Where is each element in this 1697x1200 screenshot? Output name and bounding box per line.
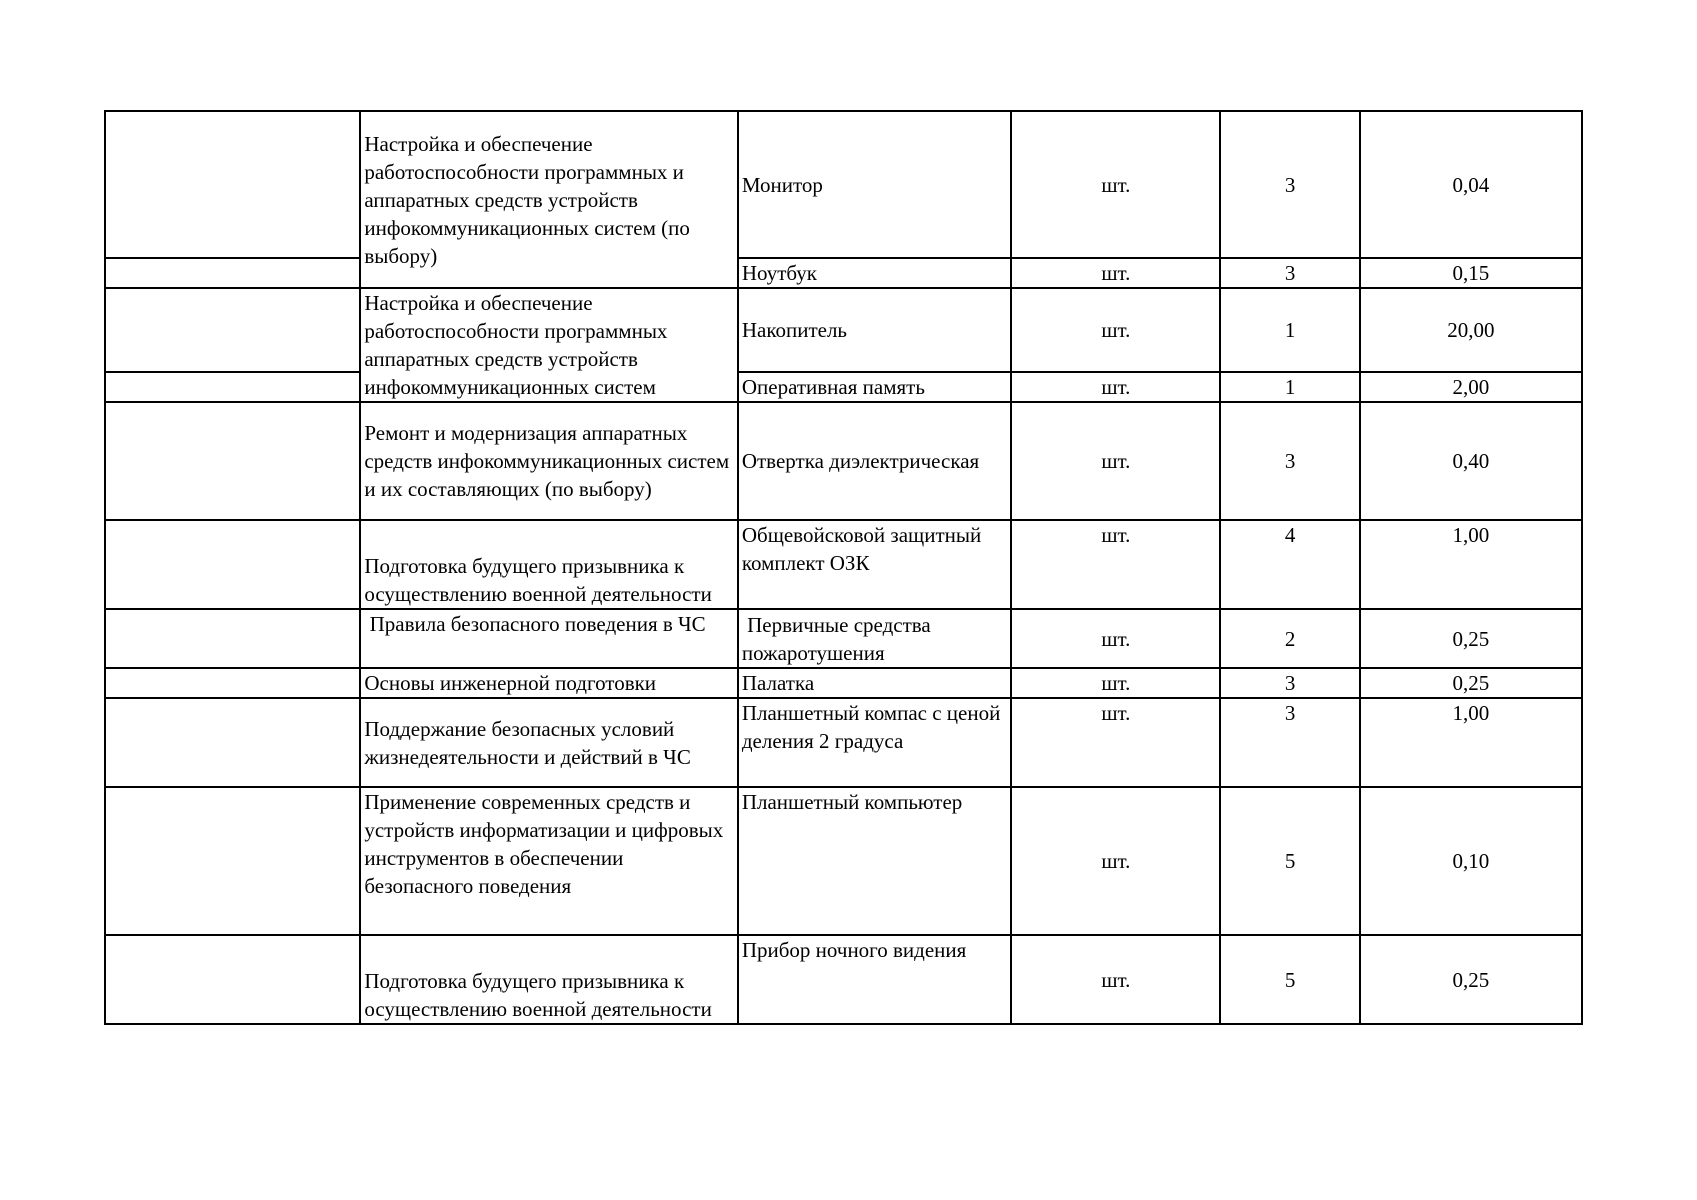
unit-cell: шт. bbox=[1011, 668, 1220, 698]
unit-cell: шт. bbox=[1011, 372, 1220, 402]
equipment-table bbox=[104, 110, 1583, 1025]
unit-cell: шт. bbox=[1011, 402, 1220, 520]
blank-cell bbox=[105, 402, 360, 520]
table-row bbox=[105, 609, 1582, 668]
item-cell: Планшетный компьютер bbox=[738, 787, 1011, 935]
qty-cell: 3 bbox=[1220, 698, 1359, 787]
unit-cell: шт. bbox=[1011, 111, 1220, 258]
item-cell: Планшетный компас с ценой деления 2 градуса bbox=[738, 698, 1011, 787]
unit-cell: шт. bbox=[1011, 787, 1220, 935]
blank-cell bbox=[105, 111, 360, 258]
qty-cell: 3 bbox=[1220, 258, 1359, 288]
unit-cell: шт. bbox=[1011, 698, 1220, 787]
norm-cell: 1,00 bbox=[1360, 520, 1582, 609]
item-cell: Отвертка диэлектрическая bbox=[738, 402, 1011, 520]
qty-cell: 1 bbox=[1220, 288, 1359, 372]
section-cell: Подготовка будущего призывника к осуществлению военной деятельности bbox=[360, 935, 738, 1024]
blank-cell bbox=[105, 698, 360, 787]
norm-cell: 0,40 bbox=[1360, 402, 1582, 520]
table-row bbox=[105, 520, 1582, 609]
blank-cell bbox=[105, 372, 360, 402]
qty-cell: 2 bbox=[1220, 609, 1359, 668]
item-cell: Прибор ночного видения bbox=[738, 935, 1011, 1024]
qty-cell: 5 bbox=[1220, 787, 1359, 935]
blank-cell bbox=[105, 935, 360, 1024]
unit-cell: шт. bbox=[1011, 258, 1220, 288]
blank-cell bbox=[105, 288, 360, 372]
table-row bbox=[105, 288, 1582, 372]
table-row bbox=[105, 258, 1582, 288]
norm-cell: 0,15 bbox=[1360, 258, 1582, 288]
norm-cell: 0,10 bbox=[1360, 787, 1582, 935]
item-cell: Накопитель bbox=[738, 288, 1011, 372]
item-cell: Палатка bbox=[738, 668, 1011, 698]
qty-cell: 3 bbox=[1220, 668, 1359, 698]
table-row bbox=[105, 698, 1582, 787]
section-cell: Поддержание безопасных условий жизнедеятельности и действий в ЧС bbox=[360, 698, 738, 787]
table-row bbox=[105, 935, 1582, 1024]
section-cell: Ремонт и модернизация аппаратных средств инфокоммуникационных систем и их составляющих (по выбору) bbox=[360, 402, 738, 520]
norm-cell: 2,00 bbox=[1360, 372, 1582, 402]
item-cell: Монитор bbox=[738, 111, 1011, 258]
unit-cell: шт. bbox=[1011, 288, 1220, 372]
item-cell: Оперативная память bbox=[738, 372, 1011, 402]
blank-cell bbox=[105, 787, 360, 935]
blank-cell bbox=[105, 668, 360, 698]
table-row bbox=[105, 787, 1582, 935]
section-cell: Настройка и обеспечение работоспособности программных и аппаратных средств устройств инфокоммуникационных систем (по выбору) bbox=[360, 111, 738, 288]
item-cell: Общевойсковой защитный комплект ОЗК bbox=[738, 520, 1011, 609]
unit-cell: шт. bbox=[1011, 609, 1220, 668]
qty-cell: 1 bbox=[1220, 372, 1359, 402]
section-cell: Применение современных средств и устройств информатизации и цифровых инструментов в обеспечении безопасного поведения bbox=[360, 787, 738, 935]
section-cell: Правила безопасного поведения в ЧС bbox=[360, 609, 738, 668]
item-cell: Первичные средства пожаротушения bbox=[738, 609, 1011, 668]
section-cell: Основы инженерной подготовки bbox=[360, 668, 738, 698]
norm-cell: 1,00 bbox=[1360, 698, 1582, 787]
blank-cell bbox=[105, 258, 360, 288]
blank-cell bbox=[105, 609, 360, 668]
section-cell: Подготовка будущего призывника к осуществлению военной деятельности bbox=[360, 520, 738, 609]
table-row bbox=[105, 402, 1582, 520]
norm-cell: 0,25 bbox=[1360, 609, 1582, 668]
qty-cell: 5 bbox=[1220, 935, 1359, 1024]
norm-cell: 20,00 bbox=[1360, 288, 1582, 372]
norm-cell: 0,25 bbox=[1360, 935, 1582, 1024]
blank-cell bbox=[105, 520, 360, 609]
norm-cell: 0,25 bbox=[1360, 668, 1582, 698]
qty-cell: 3 bbox=[1220, 111, 1359, 258]
item-cell: Ноутбук bbox=[738, 258, 1011, 288]
qty-cell: 3 bbox=[1220, 402, 1359, 520]
unit-cell: шт. bbox=[1011, 935, 1220, 1024]
table-row bbox=[105, 668, 1582, 698]
section-cell: Настройка и обеспечение работоспособности программных аппаратных средств устройств инфокоммуникационных систем bbox=[360, 288, 738, 402]
table-row bbox=[105, 372, 1582, 402]
norm-cell: 0,04 bbox=[1360, 111, 1582, 258]
qty-cell: 4 bbox=[1220, 520, 1359, 609]
unit-cell: шт. bbox=[1011, 520, 1220, 609]
table-row bbox=[105, 111, 1582, 258]
